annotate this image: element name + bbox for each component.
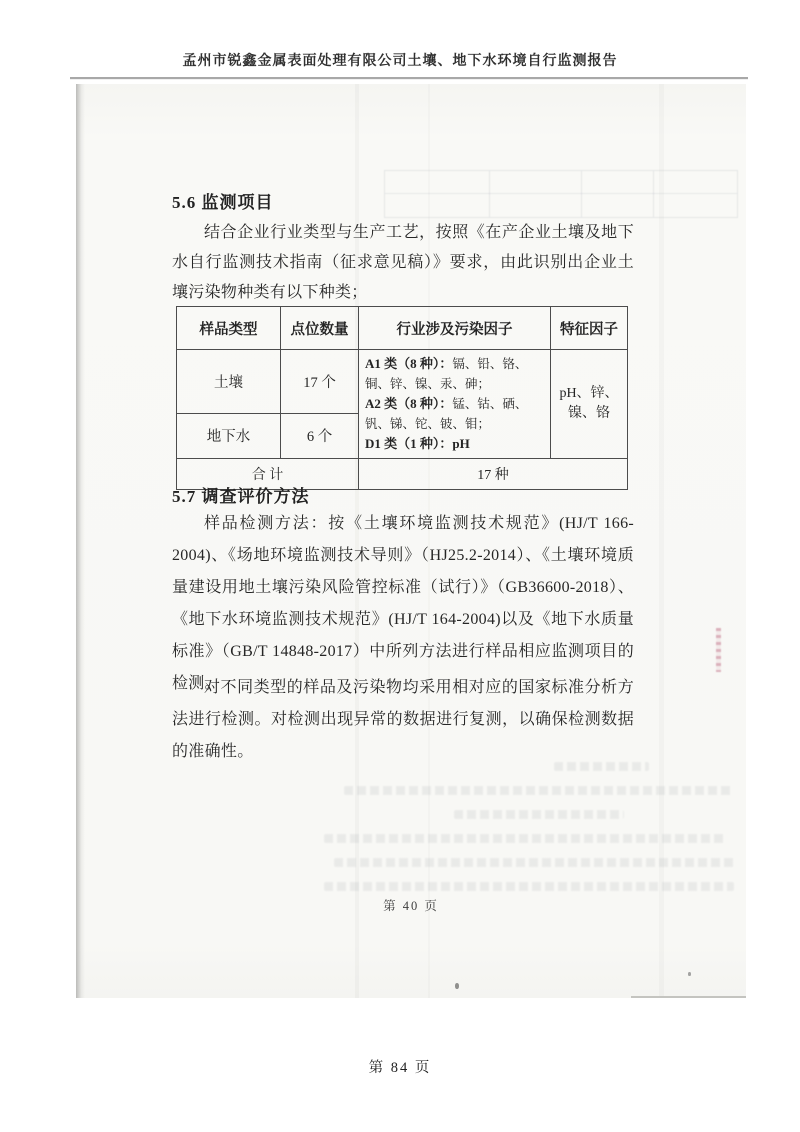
characteristic-factors-cell: pH、锌、镍、铬 (551, 350, 628, 459)
header-characteristic-factors: 特征因子 (551, 307, 628, 350)
total-value-cell: 17 种 (359, 459, 628, 490)
scan-speck (455, 983, 459, 989)
scan-speck (688, 972, 691, 976)
total-label-cell: 合 计 (177, 459, 359, 490)
a1-class-items: 镉、铅、铬、铜、锌、镍、汞、砷； (365, 357, 528, 391)
scan-page-number: 第 40 页 (383, 899, 439, 913)
section-5-6-heading: 5.6 监测项目 (172, 193, 274, 212)
a2-class-items: 锰、钴、硒、钒、锑、铊、铍、钼； (365, 397, 528, 431)
section-5-7-paragraph-2: 对不同类型的样品及污染物均采用相对应的国家标准分析方法进行检测。对检测出现异常的数据进行复测，以确保检测数据的准确性。 (172, 679, 634, 760)
section-5-6-paragraph: 结合企业行业类型与生产工艺，按照《在产企业土壤及地下水自行监测技术指南（征求意见稿）》要求，由此识别出企业土壤污染物种类有以下种类； (172, 224, 634, 301)
header-rule (70, 77, 748, 79)
pollution-factors-cell (359, 350, 551, 459)
a1-class-label: A1 类（8 种）： (365, 356, 453, 371)
groundwater-sample-type: 地下水 (177, 413, 281, 458)
scan-bottom-edge (631, 996, 746, 998)
footer-page-number: 第 84 页 (368, 1060, 432, 1076)
soil-sample-type: 土壤 (177, 350, 281, 414)
scan-left-edge-shadow (76, 84, 85, 998)
table-header-row (177, 307, 628, 350)
header-point-count: 点位数量 (281, 307, 359, 350)
groundwater-point-count: 6 个 (281, 413, 359, 458)
monitoring-items-table (176, 306, 628, 490)
bleed-through-table (384, 170, 738, 218)
section-5-7-paragraph-1: 样品检测方法：按《土壤环境监测技术规范》(HJ/T 166-2004)、《场地环境监测技术导则》（HJ25.2-2014）、《土壤环境质量建设用地土壤污染风险管控标准（试行）》（GB36600-2018）、《地下水环境监测技术规范》(HJ/T 164-2004)以及《地下水质量标准》（GB/T 14848-2017）中所列方法进行样品相应监测项目的检测。 (172, 515, 634, 692)
bleed-through-text (324, 762, 744, 906)
d1-class-label: D1 类（1 种）：pH (365, 436, 470, 451)
header-sample-type: 样品类型 (177, 307, 281, 350)
soil-point-count: 17 个 (281, 350, 359, 414)
table-row-soil (177, 350, 628, 414)
running-header-title: 孟州市锐鑫金属表面处理有限公司土壤、地下水环境自行监测报告 (182, 54, 618, 69)
section-5-7-heading: 5.7 调查评价方法 (172, 487, 310, 506)
a2-class-label: A2 类（8 种）： (365, 396, 453, 411)
red-ink-bleed-mark (716, 628, 721, 672)
scanned-page (76, 84, 746, 998)
header-industry-pollution-factors: 行业涉及污染因子 (359, 307, 551, 350)
